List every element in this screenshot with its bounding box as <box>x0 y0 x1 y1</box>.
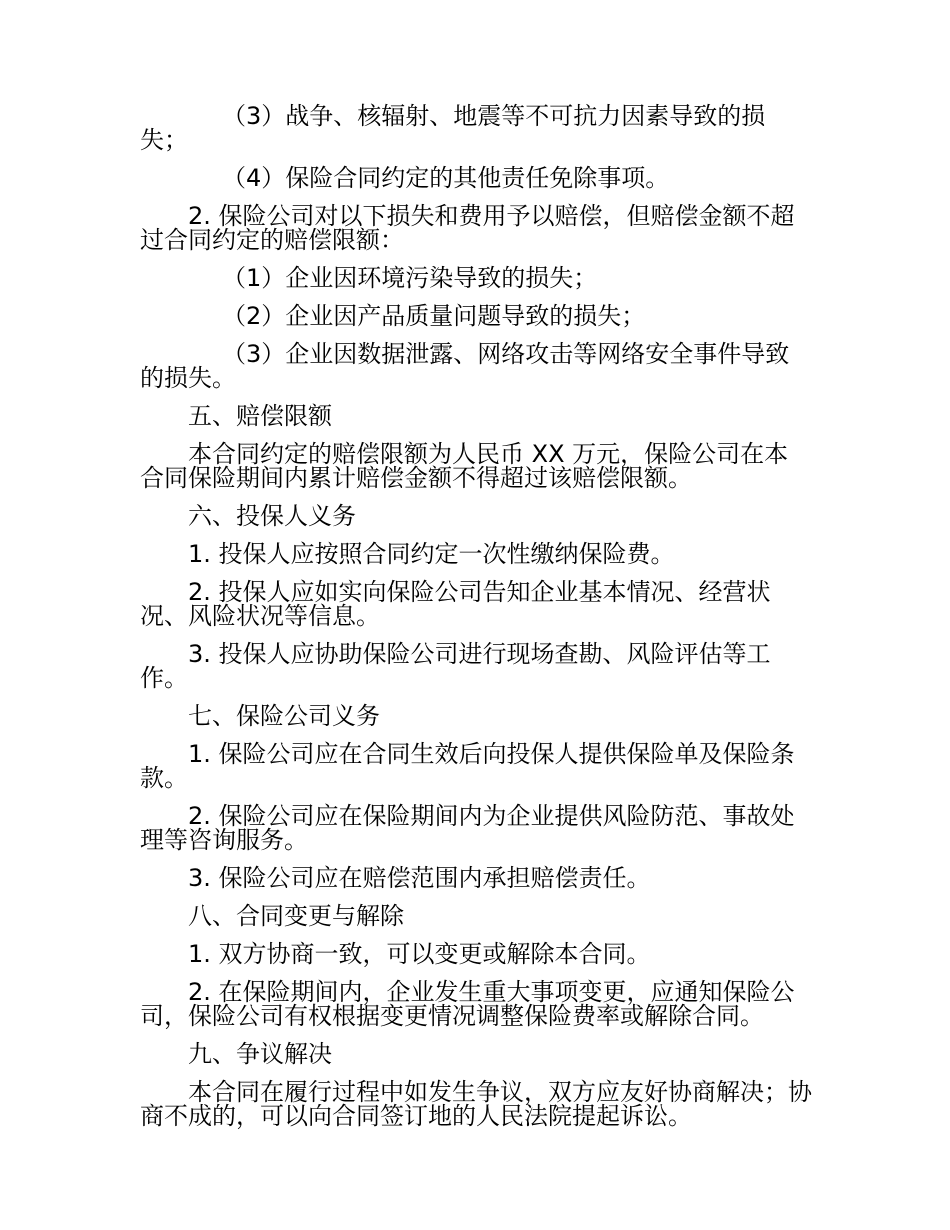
section-heading-insurer-obligations: 七、保险公司义务 <box>188 702 380 730</box>
paragraph-coverage-3: （3）企业因数据泄露、网络攻击等网络安全事件导致的损失。 <box>140 340 790 392</box>
section-heading-contract-change: 八、合同变更与解除 <box>188 902 404 930</box>
document-page <box>140 104 812 1142</box>
paragraph-insurer-1: 1. 保险公司应在合同生效后向投保人提供保险单及保险条款。 <box>140 740 795 792</box>
paragraph-insurer-3: 3. 保险公司应在赔偿范围内承担赔偿责任。 <box>188 864 651 892</box>
section-heading-policyholder-obligations: 六、投保人义务 <box>188 502 356 530</box>
paragraph-policyholder-1: 1. 投保人应按照合同约定一次性缴纳保险费。 <box>188 540 675 568</box>
paragraph-coverage-2: （2）企业因产品质量问题导致的损失； <box>222 302 646 330</box>
paragraph-compensation-limit: 本合同约定的赔偿限额为人民币 XX 万元，保险公司在本合同保险期间内累计赔偿金额不得超过该赔偿限额。 <box>140 440 789 492</box>
section-heading-dispute-resolution: 九、争议解决 <box>188 1040 332 1068</box>
paragraph-change-1: 1. 双方协商一致，可以变更或解除本合同。 <box>188 940 651 968</box>
paragraph-insurer-2: 2. 保险公司应在保险期间内为企业提供风险防范、事故处理等咨询服务。 <box>140 802 795 854</box>
paragraph-dispute: 本合同在履行过程中如发生争议，双方应友好协商解决；协商不成的，可以向合同签订地的人民法院提起诉讼。 <box>140 1078 812 1130</box>
paragraph-policyholder-3: 3. 投保人应协助保险公司进行现场查勘、风险评估等工作。 <box>140 640 771 692</box>
paragraph-change-2: 2. 在保险期间内，企业发生重大事项变更，应通知保险公司，保险公司有权根据变更情况调整保险费率或解除合同。 <box>140 978 795 1030</box>
paragraph-exclusion-3: （3）战争、核辐射、地震等不可抗力因素导致的损失； <box>140 102 766 154</box>
paragraph-exclusion-4: （4）保险合同约定的其他责任免除事项。 <box>222 164 670 192</box>
paragraph-coverage-1: （1）企业因环境污染导致的损失； <box>222 264 598 292</box>
paragraph-coverage-intro: 2. 保险公司对以下损失和费用予以赔偿，但赔偿金额不超过合同约定的赔偿限额： <box>140 202 795 254</box>
section-heading-compensation-limit: 五、赔偿限额 <box>188 402 332 430</box>
paragraph-policyholder-2: 2. 投保人应如实向保险公司告知企业基本情况、经营状况、风险状况等信息。 <box>140 578 771 630</box>
